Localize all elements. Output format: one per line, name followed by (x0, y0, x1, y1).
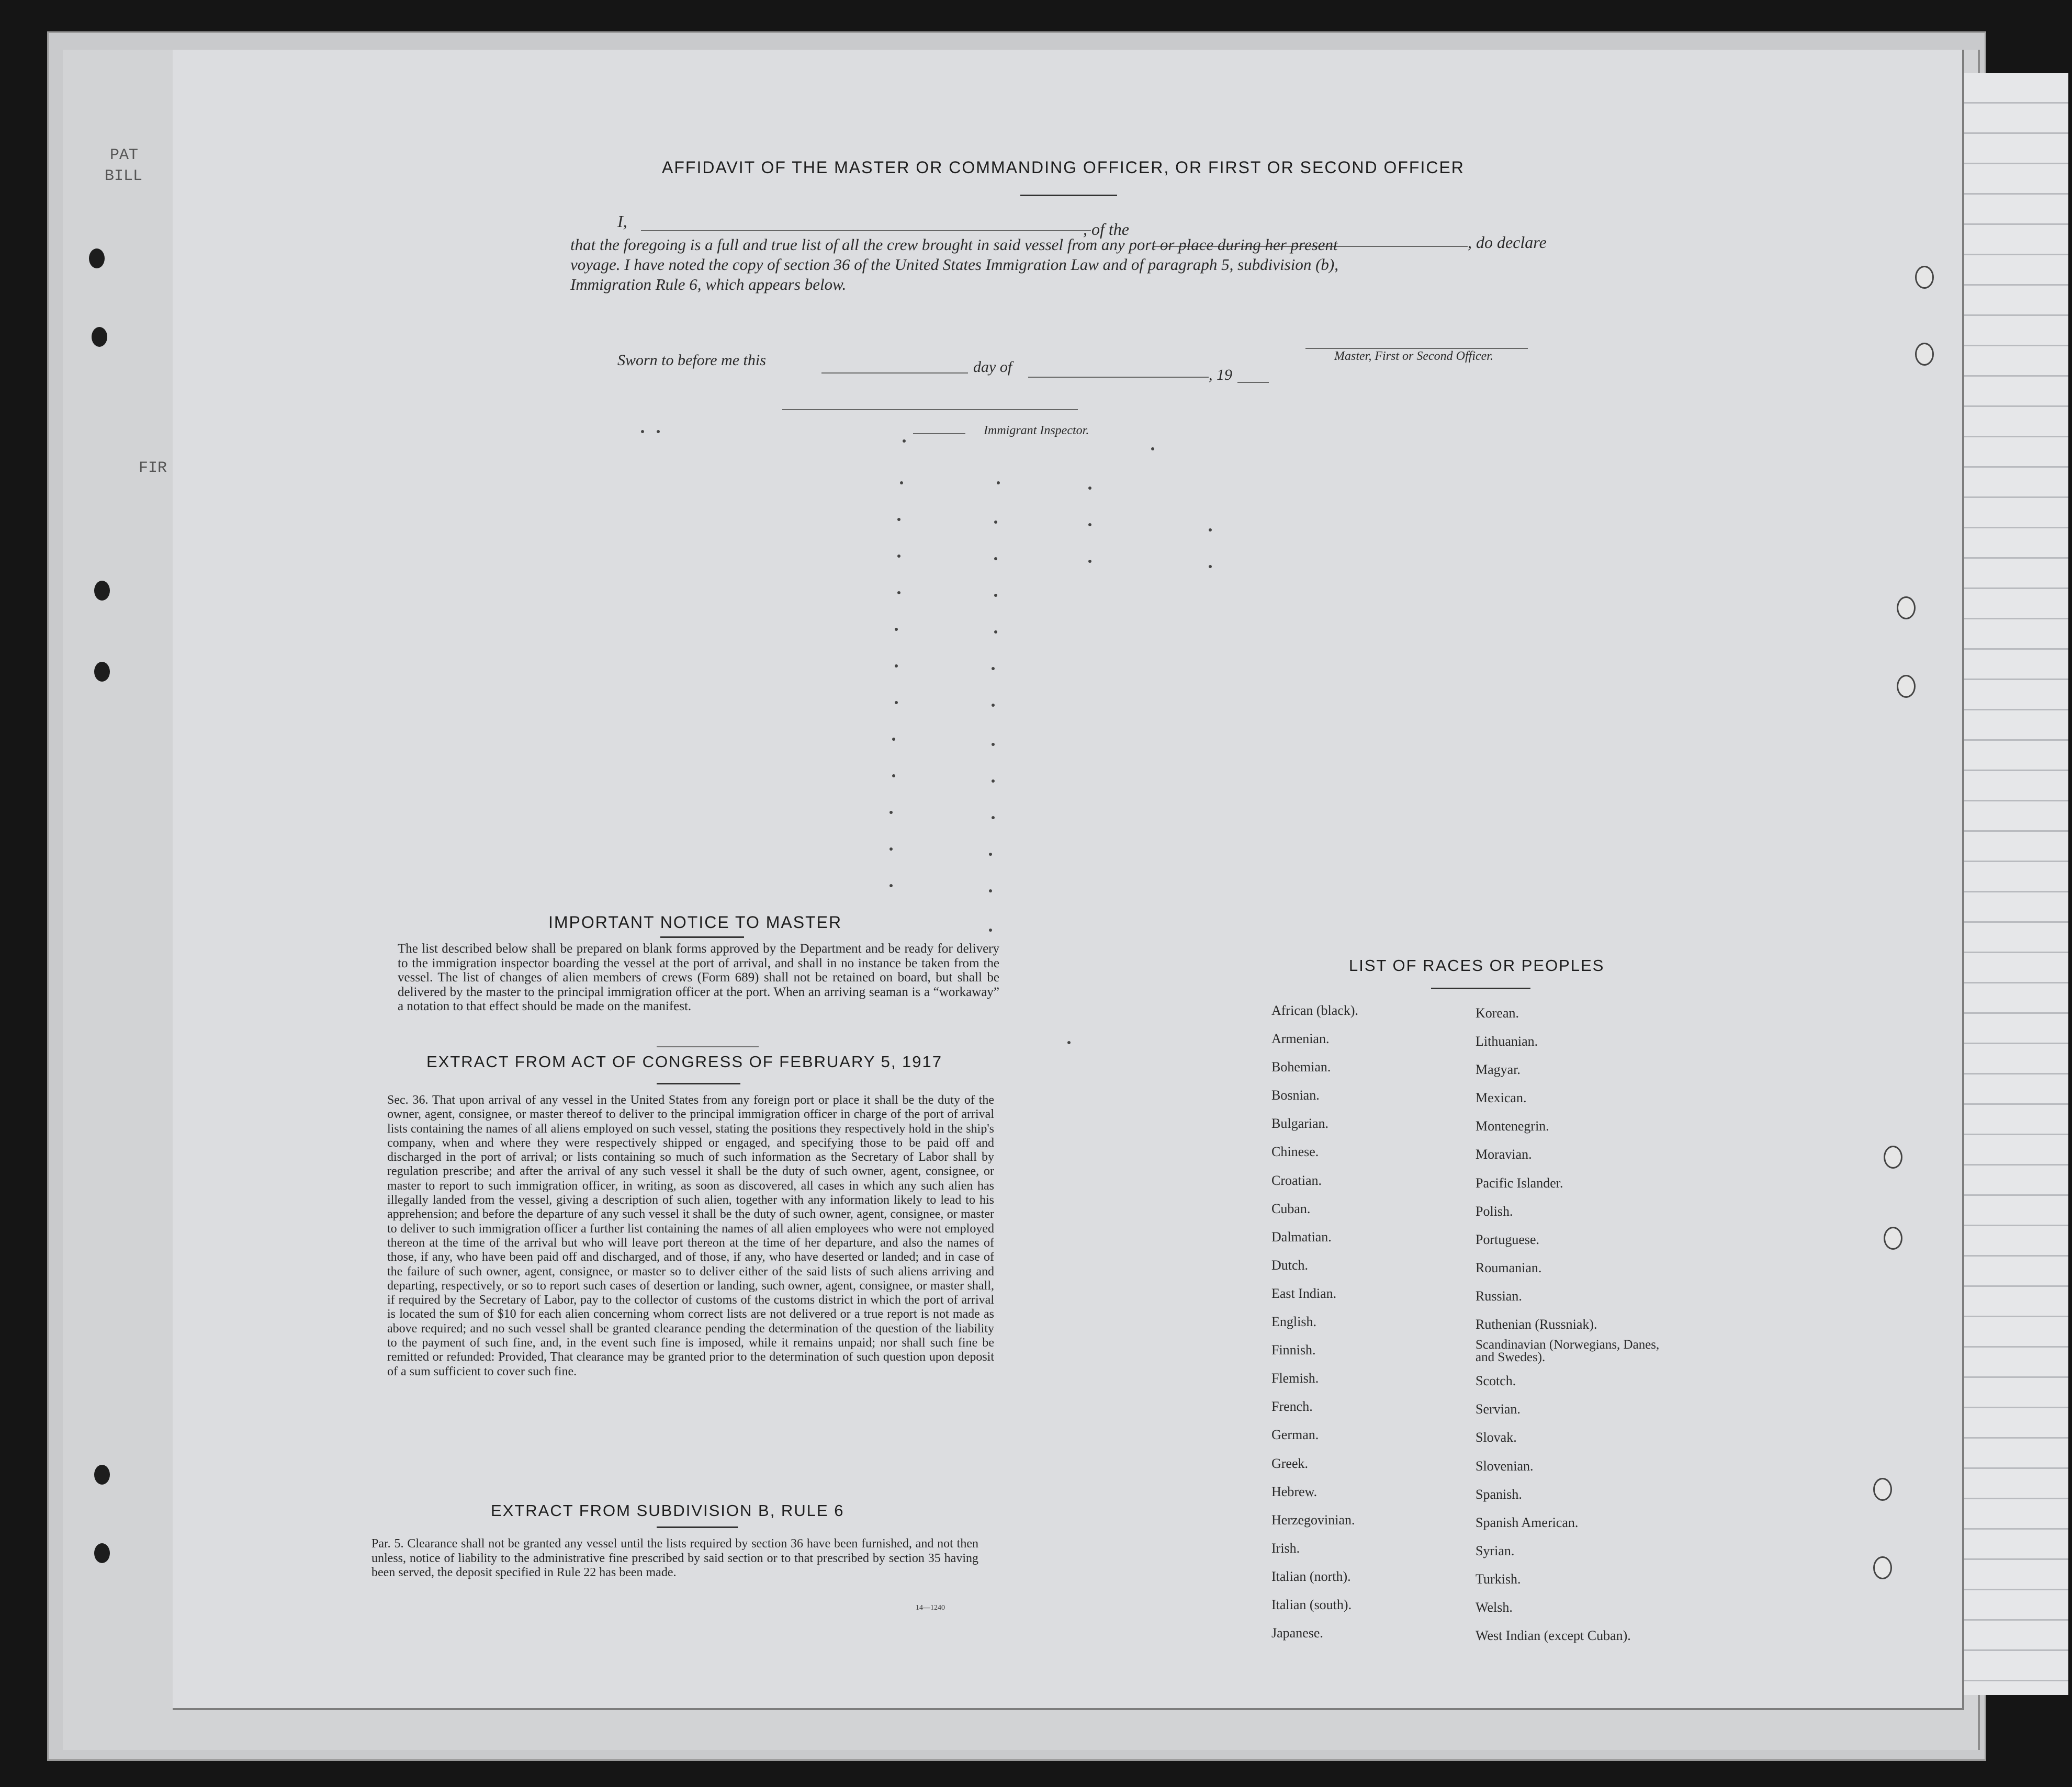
dot-mark (889, 811, 893, 814)
master-signature-label: Master, First or Second Officer. (1334, 349, 1493, 363)
heading-rule (660, 936, 744, 938)
dot-mark (992, 704, 995, 707)
race-item: Finnish. (1271, 1342, 1316, 1358)
declaration-line: that the foregoing is a full and true list of all the crew brought in said vessel from any port or place during her present (570, 235, 1338, 254)
heading-rule (1431, 988, 1530, 989)
race-item: Armenian. (1271, 1031, 1330, 1047)
race-item: Portuguese. (1476, 1231, 1540, 1247)
sworn-year-line[interactable] (1237, 382, 1269, 383)
race-item: Spanish. (1476, 1486, 1522, 1502)
race-item: Japanese. (1271, 1625, 1323, 1641)
race-item: Montenegrin. (1476, 1118, 1549, 1134)
binder-hole-icon (92, 327, 107, 347)
inspector-signature-line[interactable] (913, 433, 965, 434)
dot-mark (897, 518, 900, 521)
race-item: Welsh. (1476, 1599, 1513, 1615)
race-item: Scotch. (1476, 1373, 1516, 1389)
margin-fragment: BILL (105, 167, 143, 185)
dot-mark (657, 430, 660, 433)
dot-mark (994, 594, 997, 597)
dot-mark (1209, 565, 1212, 568)
affidavit-heading: AFFIDAVIT OF THE MASTER OR COMMANDING OFFICER, OR FIRST OR SECOND OFFICER (662, 158, 1465, 177)
binder-hole-icon (94, 1543, 110, 1563)
race-item: Magyar. (1476, 1062, 1521, 1078)
extract-rule-text: Par. 5. Clearance shall not be granted any vessel until the lists required by section 36 have been furnished, and not then unless, notice of liability to the administrative fine prescribed by said section or to that prescribed by section 35 having been served, the deposit specified in Rule 22 has been made. (371, 1537, 978, 1579)
races-heading: LIST OF RACES OR PEOPLES (1349, 956, 1605, 975)
binder-hole-icon (94, 662, 110, 682)
race-item: English. (1271, 1314, 1316, 1330)
race-item: Pacific Islander. (1476, 1175, 1563, 1191)
sworn-month-line[interactable] (1028, 377, 1209, 378)
dot-mark (1088, 523, 1091, 526)
dot-mark (992, 816, 995, 819)
ring-hole-icon (1915, 343, 1934, 366)
notice-text: The list described below shall be prepared on blank forms approved by the Department and be ready for delivery to the immigration inspector boarding the vessel at the port of arrival, and shall in no instance be taken from the vessel. The list of changes of alien members of crews (Form 689) shall not be retained on board, but shall be delivered by the master to the principal immigration officer at the port. When an arriving seaman is a “workaway” a notation to that effect should be made on the manifest. (398, 942, 999, 1013)
race-item: Slovenian. (1476, 1458, 1534, 1474)
affidavit-do-declare-label: , do declare (1468, 233, 1547, 252)
dot-mark (1151, 447, 1154, 450)
notice-heading: IMPORTANT NOTICE TO MASTER (548, 913, 842, 932)
dot-mark (892, 774, 895, 777)
race-item: Irish. (1271, 1540, 1300, 1556)
race-item: African (black). (1271, 1003, 1359, 1018)
race-item: Dutch. (1271, 1257, 1309, 1273)
binder-hole-icon (94, 1465, 110, 1485)
day-of-label: day of (973, 358, 1012, 376)
dot-mark (994, 521, 997, 524)
race-item: Korean. (1476, 1005, 1519, 1021)
dot-mark (889, 884, 893, 887)
dot-mark (989, 929, 992, 932)
dot-mark (1088, 560, 1091, 563)
race-item: Ruthenian (Russniak). (1476, 1317, 1597, 1332)
dot-mark (994, 630, 997, 634)
ruled-sheet-edge (1946, 73, 2068, 1695)
dot-mark (900, 481, 903, 484)
document-page (173, 50, 1964, 1710)
race-item: Flemish. (1271, 1371, 1319, 1386)
dot-mark (895, 701, 898, 704)
race-item: Bohemian. (1271, 1059, 1331, 1075)
ring-hole-icon (1873, 1556, 1892, 1579)
race-item: Italian (south). (1271, 1597, 1352, 1612)
form-number: 14—1240 (916, 1604, 945, 1612)
race-item: Lithuanian. (1476, 1034, 1538, 1049)
dot-mark (1067, 1041, 1071, 1044)
ring-hole-icon (1884, 1227, 1902, 1250)
race-item: Spanish American. (1476, 1514, 1579, 1530)
heading-rule (657, 1083, 740, 1084)
dot-mark (895, 628, 898, 631)
race-item: Moravian. (1476, 1147, 1532, 1162)
race-item: Herzegovinian. (1271, 1512, 1355, 1528)
race-item: Roumanian. (1476, 1260, 1542, 1275)
race-item: Mexican. (1476, 1090, 1527, 1106)
ring-hole-icon (1915, 266, 1934, 289)
ring-hole-icon (1884, 1146, 1902, 1169)
sworn-day-line[interactable] (821, 372, 968, 374)
name-blank-line[interactable] (641, 230, 1091, 231)
races-column-1 (1271, 997, 1444, 1647)
race-item: East Indian. (1271, 1285, 1337, 1301)
sworn-label: Sworn to before me this (617, 352, 766, 369)
binder-hole-icon (89, 248, 105, 268)
extract-act-heading: EXTRACT FROM ACT OF CONGRESS OF FEBRUARY 5, 1917 (426, 1053, 943, 1071)
race-item: Italian (north). (1271, 1568, 1351, 1584)
race-item: Dalmatian. (1271, 1229, 1332, 1245)
dot-mark (897, 591, 900, 594)
race-item: Polish. (1476, 1203, 1513, 1219)
dot-mark (889, 847, 893, 851)
margin-fragment: PAT (110, 146, 139, 164)
race-item: Greek. (1271, 1455, 1309, 1471)
race-item: Hebrew. (1271, 1484, 1317, 1499)
margin-fragment: FIR (139, 459, 167, 477)
race-item: Syrian. (1476, 1543, 1515, 1558)
heading-rule (657, 1526, 738, 1528)
race-item: Cuban. (1271, 1201, 1311, 1216)
race-item: Russian. (1476, 1288, 1522, 1304)
dot-mark (895, 664, 898, 668)
races-column-2 (1476, 999, 1664, 1650)
dot-mark (992, 743, 995, 746)
inspector-label: Immigrant Inspector. (984, 424, 1089, 437)
race-item: Croatian. (1271, 1172, 1322, 1188)
binder-hole-icon (94, 581, 110, 601)
ring-hole-icon (1873, 1478, 1892, 1501)
race-item: Scandinavian (Norwegians, Danes, and Swedes). (1476, 1338, 1660, 1365)
dot-mark (897, 555, 900, 558)
dot-mark (989, 853, 992, 856)
race-item: French. (1271, 1399, 1313, 1415)
dot-mark (641, 430, 644, 433)
section-divider (657, 1046, 759, 1047)
race-item: Chinese. (1271, 1144, 1319, 1160)
declaration-line: Immigration Rule 6, which appears below. (570, 275, 847, 293)
dot-mark (989, 889, 992, 892)
ring-hole-icon (1897, 675, 1916, 698)
declaration-line: voyage. I have noted the copy of section 36 of the United States Immigration Law and of paragraph 5, subdivision (b), (570, 255, 1338, 274)
race-item: Bosnian. (1271, 1088, 1320, 1103)
extract-rule-heading: EXTRACT FROM SUBDIVISION B, RULE 6 (491, 1501, 844, 1520)
race-item: German. (1271, 1427, 1319, 1443)
dot-mark (1088, 487, 1091, 490)
dot-mark (997, 481, 1000, 484)
race-item: Turkish. (1476, 1571, 1521, 1587)
dot-mark (1209, 528, 1212, 531)
dot-mark (992, 779, 995, 783)
affidavit-of-the-label: , of the (1083, 220, 1129, 239)
year-label: , 19 (1209, 366, 1232, 383)
affidavit-i-label: I, (617, 212, 627, 231)
heading-rule (1020, 195, 1117, 196)
race-item: Slovak. (1476, 1430, 1517, 1445)
master-signature-line[interactable] (1305, 348, 1528, 349)
race-item: West Indian (except Cuban). (1476, 1628, 1631, 1644)
race-item: Bulgarian. (1271, 1116, 1329, 1132)
ring-hole-icon (1897, 596, 1916, 619)
dot-mark (994, 557, 997, 560)
inspector-signature-line[interactable] (782, 409, 1078, 410)
dot-mark (892, 738, 895, 741)
extract-act-text: Sec. 36. That upon arrival of any vessel in the United States from any foreign port or place it shall be the duty of the owner, agent, consignee, or master thereof to deliver to the principal immigration officer in charge of the port of arrival lists containing the names of all aliens employed on such vessel, stating the positions they respectively hold in the ship's company, when and where they were respectively shipped or engaged, and specifying those to be paid off and discharged in the port of arrival; or lists containing so much of such information as the Secretary of Labor shall by regulation prescribe; and after the arrival of any such vessel it shall be the duty of such owner, agent, consignee, or master to report to such immigration officer, in writing, as soon as discovered, all cases in which any such alien has illegally landed from the vessel, giving a description of such alien, together with any information likely to lead to his apprehension; and before the departure of any such vessel it shall be the duty of such owner, agent, consignee, or master to deliver to such immigration officer a further list containing the names of all alien employees who were not employed thereon at the time of the arrival but who will leave port thereon at the time of her departure, and also the names of those, if any, who have been paid off and discharged, and of those, if any, who have deserted or landed; and in case of the failure of such owner, agent, consignee, or master so to deliver either of the said lists of such aliens arriving and departing, respectively, or so to report such cases of desertion or landing, such owner, agent, consignee, or master shall, if required by the Secretary of Labor, pay to the collector of customs of the customs district in which the port of arrival is located the sum of $10 for each alien concerning whom correct lists are not delivered or a true report is not made as above required; and no such vessel shall be granted clearance pending the determination of the question of the liability to the payment of such fine, and, in the event such fine is imposed, while it remains unpaid; nor shall such fine be remitted or refunded: Provided, That clearance may be granted prior to the determination of such question upon deposit of a sum sufficient to cover such fine. (387, 1093, 994, 1378)
race-item: Servian. (1476, 1401, 1521, 1417)
dot-mark (992, 667, 995, 670)
dot-mark (903, 439, 906, 443)
